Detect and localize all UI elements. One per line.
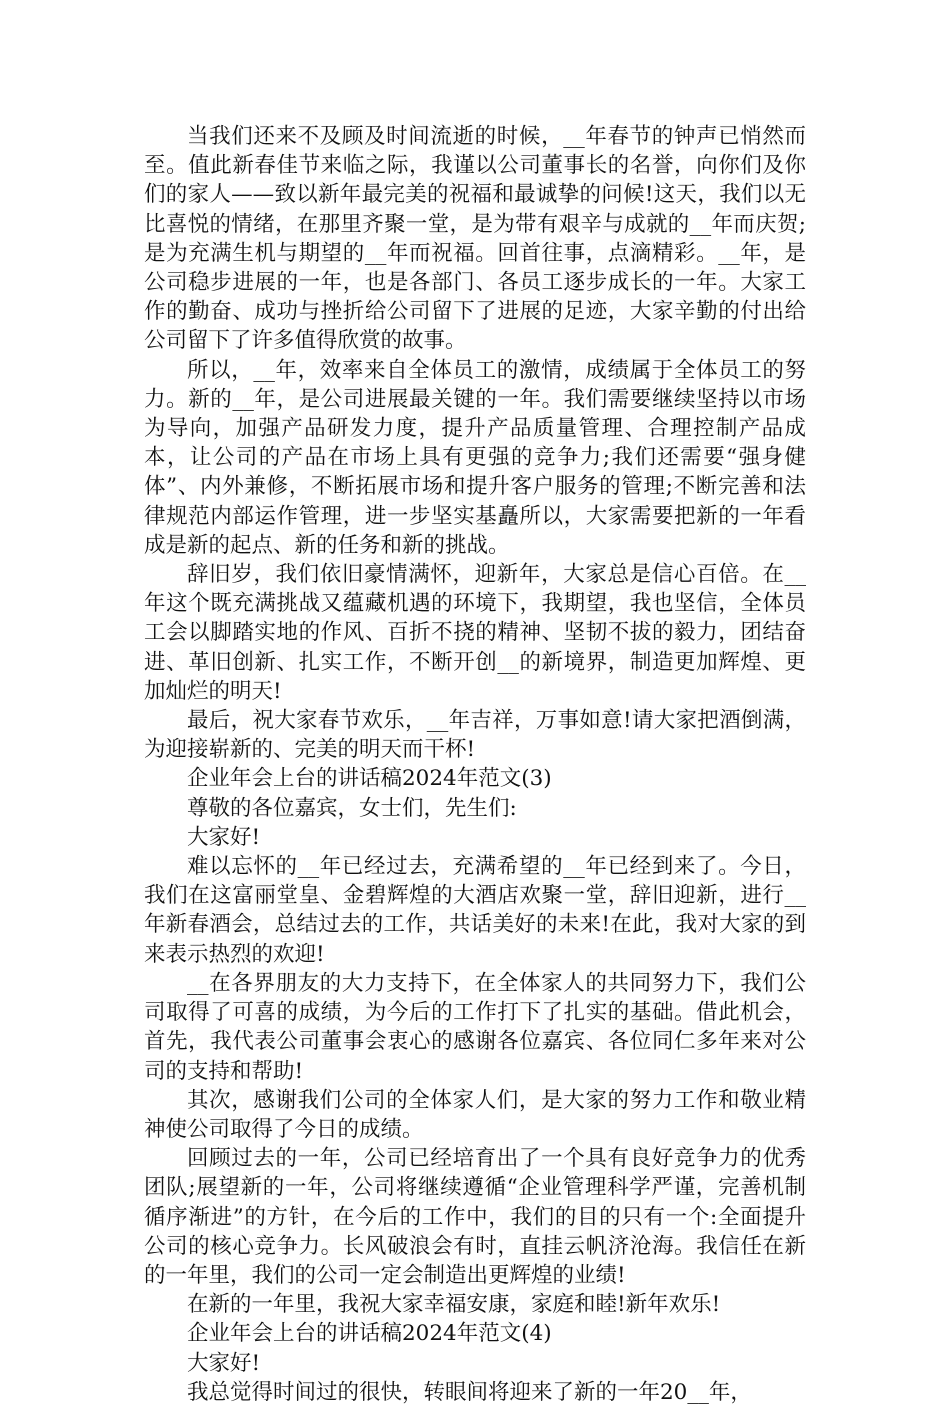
greeting: 大家好! [187, 824, 261, 850]
paragraph: 回顾过去的一年，公司已经培育出了一个具有良好竞争力的优秀团队;展望新的一年，公司将继续遵循“企业管理科学严谨，完善机制循序渐进”的方针，在今后的工作中，我们的目的只有一个:全面提升公司的核心竞争力。长风破浪会有时，直挂云帆济沧海。我信任在新的一年里，我们的公司一定会制造出更辉煌的业绩! [144, 1146, 806, 1288]
paragraph: 最后，祝大家春节欢乐，__年吉祥，万事如意!请大家把酒倒满，为迎接崭新的、完美的明天而干杯! [144, 708, 806, 763]
paragraph: 在新的一年里，我祝大家幸福安康，家庭和睦!新年欢乐! [187, 1292, 721, 1318]
paragraph: 当我们还来不及顾及时间流逝的时候，__年春节的钟声已悄然而至。值此新春佳节来临之际，我谨以公司董事长的名誉，向你们及你们的家人——致以新年最完美的祝福和最诚挚的问候!这天，我们以无比喜悦的情绪，在那里齐聚一堂，是为带有艰辛与成就的__年而庆贺;是为充满生机与期望的__年而祝福。回首往事，点滴精彩。__年，是公司稳步进展的一年，也是各部门、各员工逐步成长的一年。大家工作的勤奋、成功与挫折给公司留下了进展的足迹，大家辛勤的付出给公司留下了许多值得欣赏的故事。 [144, 124, 806, 354]
paragraph: __在各界朋友的大力支持下，在全体家人的共同努力下，我们公司取得了可喜的成绩，为今后的工作打下了扎实的基础。借此机会，首先，我代表公司董事会衷心的感谢各位嘉宾、各位同仁多年来对公司的支持和帮助! [144, 970, 806, 1084]
paragraph: 所以，__年，效率来自全体员工的激情，成绩属于全体员工的努力。新的__年，是公司进展最关键的一年。我们需要继续坚持以市场为导向，加强产品研发力度，提升产品质量管理、合理控制产品成本，让公司的产品在市场上具有更强的竞争力;我们还需要“强身健体”、内外兼修，不断拓展市场和提升客户服务的管理;不断完善和法律规范内部运作管理，进一步坚实基矗所以，大家需要把新的一年看成是新的起点、新的任务和新的挑战。 [144, 357, 806, 558]
section-heading: 企业年会上台的讲话稿2024年范文(3) [187, 766, 552, 792]
paragraph: 其次，感谢我们公司的全体家人们，是大家的努力工作和敬业精神使公司取得了今日的成绩。 [144, 1087, 806, 1142]
section-heading: 企业年会上台的讲话稿2024年范文(4) [187, 1321, 552, 1347]
paragraph: 难以忘怀的__年已经过去，充满希望的__年已经到来了。今日，我们在这富丽堂皇、金碧辉煌的大酒店欢聚一堂，辞旧迎新，进行__年新春酒会，总结过去的工作，共话美好的未来!在此，我对大家的到来表示热烈的欢迎! [144, 854, 806, 967]
paragraph: 辞旧岁，我们依旧豪情满怀，迎新年，大家总是信心百倍。在__年这个既充满挑战又蕴藏机遇的环境下，我期望，我也坚信，全体员工会以脚踏实地的作风、百折不挠的精神、坚韧不拔的毅力，团结奋进、革旧创新、扎实工作，不断开创__的新境界，制造更加辉煌、更加灿烂的明天! [144, 562, 806, 704]
salutation: 尊敬的各位嘉宾，女士们，先生们: [187, 795, 517, 821]
greeting: 大家好! [187, 1350, 261, 1376]
paragraph: 我总觉得时间过的很快，转眼间将迎来了新的一年20__年， [187, 1379, 752, 1405]
document-body [144, 122, 806, 1407]
